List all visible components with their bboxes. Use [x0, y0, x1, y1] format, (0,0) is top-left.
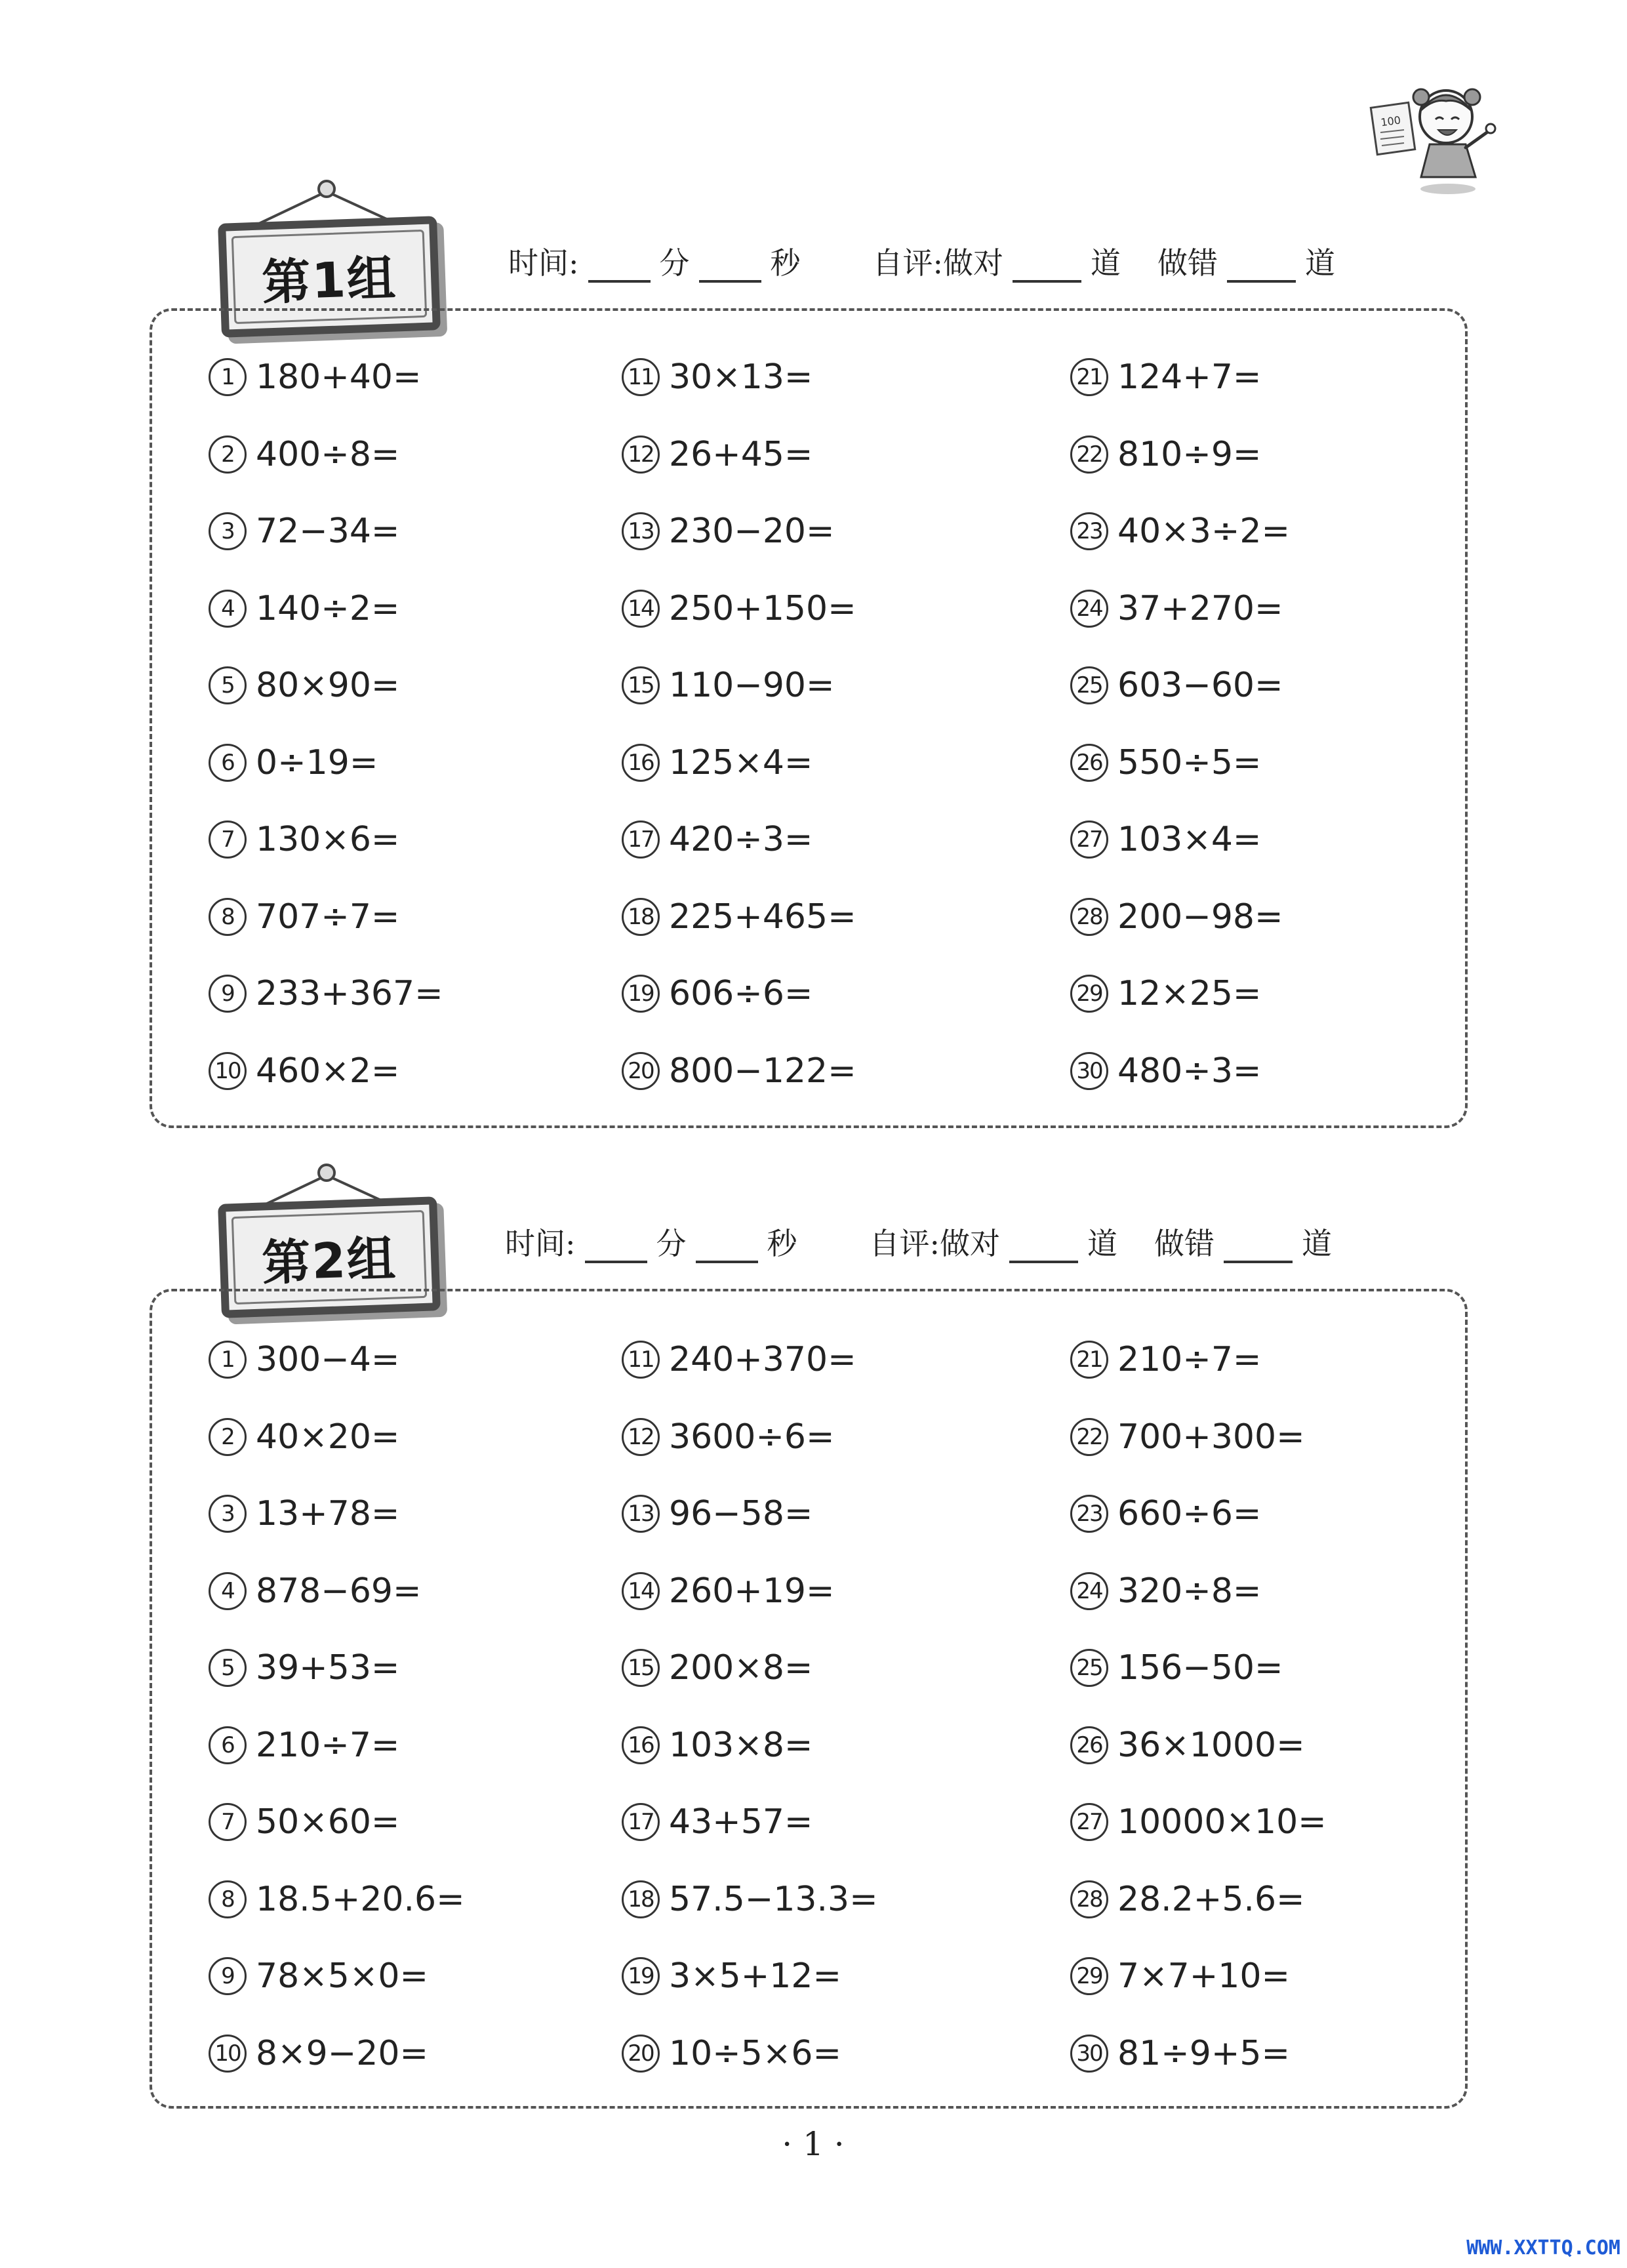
problem-expression: 40×20=: [256, 1417, 400, 1457]
problem-item: [1070, 666, 1283, 705]
problem-number: 18: [622, 1880, 660, 1918]
minute-label: 分: [659, 245, 690, 281]
problem-number: 30: [1070, 2035, 1108, 2073]
problem-item: [622, 1051, 856, 1091]
problem-expression: 400÷8=: [256, 434, 400, 474]
minute-blank[interactable]: [585, 1234, 647, 1263]
watermark: WWW.XXTTQ.COM: [1466, 2237, 1620, 2259]
group-1-meta: [508, 239, 1335, 283]
time-label: 时间:: [505, 1226, 576, 1261]
problem-number: 28: [1070, 898, 1108, 936]
problem-expression: 550÷5=: [1117, 742, 1262, 782]
problem-number: 23: [1070, 512, 1108, 550]
problem-expression: 810÷9=: [1117, 434, 1262, 474]
wrong-label: 做错: [1154, 1226, 1215, 1261]
problem-expression: 103×4=: [1117, 820, 1262, 859]
problem-expression: 40×3÷2=: [1117, 512, 1291, 551]
problem-number: 12: [622, 435, 660, 474]
problem-item: [1070, 1571, 1261, 1611]
problem-expression: 707÷7=: [256, 897, 400, 937]
problem-item: [209, 1880, 465, 1919]
problem-expression: 230−20=: [669, 512, 835, 551]
problem-number: 21: [1070, 358, 1108, 396]
group-2-title: 第2组: [261, 1230, 398, 1292]
problem-number: 20: [622, 1052, 660, 1090]
problem-item: [622, 666, 835, 705]
problem-number: 25: [1070, 666, 1108, 704]
wrong-label: 做错: [1157, 245, 1218, 281]
problem-item: [1070, 897, 1283, 937]
problem-number: 11: [622, 358, 660, 396]
problem-number: 7: [209, 820, 247, 859]
problem-expression: 225+465=: [669, 897, 856, 937]
problem-item: [622, 1956, 841, 1996]
problem-number: 8: [209, 1880, 247, 1918]
problem-item: [622, 1340, 856, 1379]
problem-item: [209, 357, 422, 397]
page-number: · 1 ·: [782, 2125, 845, 2163]
problem-number: 5: [209, 666, 247, 704]
second-label: 秒: [770, 245, 801, 281]
problem-expression: 233+367=: [256, 974, 443, 1013]
problem-number: 17: [622, 820, 660, 859]
problem-item: [209, 1417, 399, 1457]
problem-expression: 26+45=: [669, 434, 813, 474]
problem-item: [622, 1417, 835, 1457]
problem-item: [209, 1802, 399, 1842]
problem-number: 20: [622, 2035, 660, 2073]
problem-item: [1070, 589, 1283, 628]
problem-item: [622, 743, 813, 782]
problem-number: 3: [209, 1495, 247, 1533]
problem-item: [1070, 743, 1261, 782]
problem-expression: 57.5−13.3=: [669, 1879, 878, 1919]
problem-item: [622, 1802, 813, 1842]
problem-item: [1070, 1956, 1290, 1996]
problem-item: [1070, 1880, 1305, 1919]
time-label: 时间:: [508, 245, 579, 281]
problem-expression: 210÷7=: [256, 1725, 400, 1765]
problem-expression: 603−60=: [1117, 666, 1283, 705]
problem-number: 6: [209, 744, 247, 782]
problem-item: [622, 974, 813, 1013]
problem-item: [622, 897, 856, 937]
problem-number: 22: [1070, 1418, 1108, 1456]
problem-number: 2: [209, 1418, 247, 1456]
correct-label: 自评:做对: [869, 1226, 1000, 1261]
problem-item: [1070, 820, 1261, 859]
problem-number: 15: [622, 666, 660, 704]
problem-item: [622, 2034, 841, 2073]
group-1-title: 第1组: [261, 250, 398, 312]
problem-number: 6: [209, 1726, 247, 1764]
problem-item: [622, 435, 813, 474]
problem-item: [622, 1880, 878, 1919]
problem-expression: 140÷2=: [256, 588, 400, 628]
problem-number: 2: [209, 435, 247, 474]
problem-expression: 78×5×0=: [256, 1956, 429, 1996]
problem-expression: 156−50=: [1117, 1648, 1283, 1688]
problem-number: 24: [1070, 1572, 1108, 1610]
problem-expression: 800−122=: [669, 1051, 856, 1091]
problem-number: 4: [209, 1572, 247, 1610]
problem-item: [622, 1571, 835, 1611]
problem-expression: 39+53=: [256, 1648, 400, 1688]
problem-number: 4: [209, 590, 247, 628]
problem-number: 28: [1070, 1880, 1108, 1918]
mascot-paper-score: 100: [1380, 113, 1402, 129]
problem-item: [209, 974, 443, 1013]
problem-number: 8: [209, 898, 247, 936]
problem-expression: 200−98=: [1117, 897, 1283, 937]
problem-item: [209, 1340, 399, 1379]
problem-expression: 210÷7=: [1117, 1340, 1262, 1379]
problem-number: 29: [1070, 975, 1108, 1013]
problem-number: 16: [622, 744, 660, 782]
problem-item: [209, 897, 399, 937]
problem-expression: 0÷19=: [256, 742, 378, 782]
problem-expression: 80×90=: [256, 666, 400, 705]
problem-item: [209, 512, 399, 551]
problem-expression: 124+7=: [1117, 357, 1262, 397]
problem-expression: 3×5+12=: [669, 1956, 842, 1996]
problem-item: [1070, 974, 1261, 1013]
problem-item: [209, 820, 399, 859]
problem-item: [209, 1956, 428, 1996]
problem-expression: 460×2=: [256, 1051, 400, 1091]
problem-expression: 7×7+10=: [1117, 1956, 1291, 1996]
problem-expression: 81÷9+5=: [1117, 2033, 1291, 2073]
problem-item: [622, 1648, 813, 1688]
problem-number: 9: [209, 975, 247, 1013]
problem-number: 7: [209, 1803, 247, 1841]
problem-item: [209, 589, 399, 628]
problem-number: 3: [209, 512, 247, 550]
problem-number: 10: [209, 2035, 247, 2073]
problem-number: 29: [1070, 1957, 1108, 1995]
problem-expression: 37+270=: [1117, 588, 1283, 628]
problem-item: [209, 1571, 422, 1611]
problem-number: 27: [1070, 820, 1108, 859]
problem-expression: 28.2+5.6=: [1117, 1879, 1305, 1919]
problem-number: 1: [209, 1341, 247, 1379]
problem-expression: 12×25=: [1117, 974, 1262, 1013]
problem-expression: 240+370=: [669, 1340, 856, 1379]
problem-item: [622, 1494, 813, 1533]
problem-expression: 18.5+20.6=: [256, 1879, 465, 1919]
second-blank[interactable]: [696, 1234, 758, 1263]
problem-item: [1070, 1417, 1305, 1457]
problem-item: [209, 2034, 428, 2073]
problem-expression: 13+78=: [256, 1494, 400, 1533]
problem-item: [1070, 1494, 1261, 1533]
problem-number: 19: [622, 1957, 660, 1995]
problem-expression: 180+40=: [256, 357, 422, 397]
problem-item: [1070, 1726, 1305, 1765]
problem-expression: 250+150=: [669, 588, 856, 628]
problem-expression: 3600÷6=: [669, 1417, 835, 1457]
problem-item: [1070, 2034, 1290, 2073]
problem-number: 22: [1070, 435, 1108, 474]
problem-item: [622, 357, 813, 397]
problem-number: 1: [209, 358, 247, 396]
problem-expression: 200×8=: [669, 1648, 813, 1688]
problem-expression: 10000×10=: [1117, 1802, 1327, 1842]
problem-number: 5: [209, 1649, 247, 1687]
minute-blank[interactable]: [588, 254, 651, 283]
problem-number: 21: [1070, 1341, 1108, 1379]
wrong-blank[interactable]: [1227, 254, 1296, 283]
unit-label: 道: [1305, 245, 1335, 281]
problem-number: 23: [1070, 1495, 1108, 1533]
problem-expression: 36×1000=: [1117, 1725, 1305, 1765]
unit-label: 道: [1087, 1226, 1117, 1261]
problem-item: [209, 743, 378, 782]
problem-item: [209, 1726, 399, 1765]
wrong-blank[interactable]: [1224, 1234, 1293, 1263]
problem-expression: 320÷8=: [1117, 1571, 1262, 1611]
problem-item: [1070, 1051, 1261, 1091]
group-2-meta: [505, 1220, 1332, 1263]
problem-expression: 43+57=: [669, 1802, 813, 1842]
problem-item: [209, 1051, 399, 1091]
problem-item: [209, 666, 399, 705]
problem-expression: 10÷5×6=: [669, 2033, 842, 2073]
second-blank[interactable]: [699, 254, 761, 283]
problem-expression: 420÷3=: [669, 820, 813, 859]
problem-expression: 72−34=: [256, 512, 400, 551]
problem-number: 17: [622, 1803, 660, 1841]
problem-item: [1070, 512, 1290, 551]
problem-number: 15: [622, 1649, 660, 1687]
problem-number: 16: [622, 1726, 660, 1764]
problem-expression: 660÷6=: [1117, 1494, 1262, 1533]
problem-number: 11: [622, 1341, 660, 1379]
problem-item: [1070, 1340, 1261, 1379]
problem-expression: 103×8=: [669, 1725, 813, 1765]
problem-item: [1070, 357, 1261, 397]
problem-item: [209, 1494, 399, 1533]
problem-number: 13: [622, 1495, 660, 1533]
problem-item: [1070, 1648, 1283, 1688]
problem-number: 30: [1070, 1052, 1108, 1090]
problem-number: 25: [1070, 1649, 1108, 1687]
problem-number: 10: [209, 1052, 247, 1090]
problem-number: 26: [1070, 744, 1108, 782]
problem-number: 14: [622, 590, 660, 628]
problem-item: [209, 1648, 399, 1688]
correct-blank[interactable]: [1013, 254, 1081, 283]
problem-expression: 96−58=: [669, 1494, 813, 1533]
problem-expression: 50×60=: [256, 1802, 400, 1842]
problem-expression: 125×4=: [669, 742, 813, 782]
problem-expression: 606÷6=: [669, 974, 813, 1013]
problem-item: [1070, 435, 1261, 474]
problem-number: 27: [1070, 1803, 1108, 1841]
problem-expression: 30×13=: [669, 357, 813, 397]
mascot-girl-icon: [1367, 79, 1498, 197]
problem-number: 19: [622, 975, 660, 1013]
problem-item: [622, 820, 813, 859]
problem-number: 9: [209, 1957, 247, 1995]
problem-expression: 480÷3=: [1117, 1051, 1262, 1091]
problem-number: 14: [622, 1572, 660, 1610]
problem-number: 18: [622, 898, 660, 936]
problem-expression: 300−4=: [256, 1340, 400, 1379]
problem-expression: 130×6=: [256, 820, 400, 859]
problem-item: [622, 589, 856, 628]
problem-number: 12: [622, 1418, 660, 1456]
problem-expression: 700+300=: [1117, 1417, 1305, 1457]
problem-expression: 110−90=: [669, 666, 835, 705]
problem-item: [209, 435, 399, 474]
unit-label: 道: [1302, 1226, 1332, 1261]
correct-blank[interactable]: [1009, 1234, 1078, 1263]
problem-item: [1070, 1802, 1327, 1842]
problem-number: 24: [1070, 590, 1108, 628]
problem-number: 13: [622, 512, 660, 550]
correct-label: 自评:做对: [872, 245, 1003, 281]
problem-item: [622, 1726, 813, 1765]
problem-expression: 8×9−20=: [256, 2033, 429, 2073]
problem-item: [622, 512, 835, 551]
problem-expression: 878−69=: [256, 1571, 422, 1611]
problem-expression: 260+19=: [669, 1571, 835, 1611]
minute-label: 分: [656, 1226, 687, 1261]
second-label: 秒: [767, 1226, 797, 1261]
unit-label: 道: [1091, 245, 1121, 281]
problem-number: 26: [1070, 1726, 1108, 1764]
